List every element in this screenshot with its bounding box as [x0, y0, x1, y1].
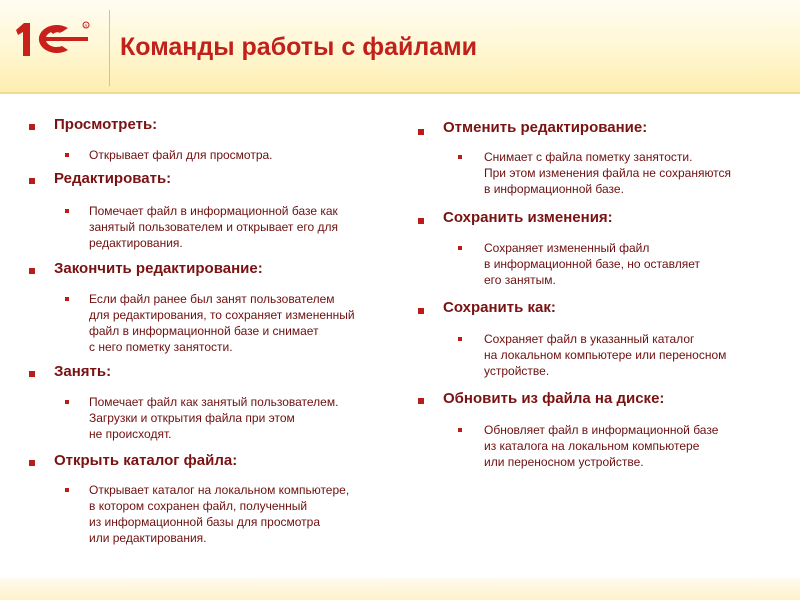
bullet-marker — [29, 124, 35, 130]
sub-bullet-marker — [65, 209, 69, 213]
bullet-marker — [418, 129, 424, 135]
page-title: Команды работы с файлами — [120, 33, 477, 61]
sub-bullet-marker — [458, 246, 462, 250]
command-heading: Редактировать: — [54, 170, 172, 187]
command-heading: Занять: — [54, 363, 112, 380]
bullet-marker — [29, 371, 35, 377]
command-description: Снимает с файла пометку занятости. При этом изменения файла не сохраняются в информационной базе. — [484, 150, 732, 196]
sub-bullet-marker — [65, 153, 69, 157]
bullet-marker — [29, 268, 35, 274]
bullet-marker — [29, 460, 35, 466]
bullet-marker — [418, 218, 424, 224]
sub-bullet-marker — [458, 155, 462, 159]
header-rule — [0, 92, 800, 94]
command-description: Помечает файл в информационной базе как занятый пользователем и открывает его для редактирования. — [89, 204, 339, 250]
slide-footer — [0, 578, 800, 600]
command-heading: Обновить из файла на диске: — [443, 390, 665, 407]
command-heading: Отменить редактирование: — [443, 119, 648, 136]
command-description: Помечает файл как занятый пользователем. Загрузки и открытия файла при этом не происходят. — [89, 395, 339, 441]
sub-bullet-marker — [65, 488, 69, 492]
logo-1c-icon — [14, 20, 90, 58]
command-description: Открывает каталог на локальном компьютере, в котором сохранен файл, полученный из информационной базы для просмотра или редактирования. — [89, 483, 350, 545]
sub-bullet-marker — [65, 400, 69, 404]
sub-bullet-marker — [458, 337, 462, 341]
command-heading: Сохранить изменения: — [443, 209, 613, 226]
command-description: Сохраняет измененный файл в информационной базе, но оставляет его занятым. — [484, 241, 700, 287]
command-description: Обновляет файл в информационной базе из каталога на локальном компьютере или переносном устройстве. — [484, 423, 719, 469]
command-heading: Закончить редактирование: — [54, 260, 263, 277]
command-heading: Сохранить как: — [443, 299, 556, 316]
bullet-marker — [418, 398, 424, 404]
command-heading: Открыть каталог файла: — [54, 452, 238, 469]
sub-bullet-marker — [458, 428, 462, 432]
bullet-marker — [29, 178, 35, 184]
command-description: Если файл ранее был занят пользователем для редактирования, то сохраняет измененный файл в информационной базе и снимает с него пометку занятости. — [89, 292, 355, 354]
logo-divider — [109, 10, 110, 86]
bullet-marker — [418, 308, 424, 314]
command-heading: Просмотреть: — [54, 116, 158, 133]
svg-text:R: R — [84, 23, 88, 28]
command-description: Открывает файл для просмотра. — [89, 148, 273, 162]
command-description: Сохраняет файл в указанный каталог на локальном компьютере или переносном устройстве. — [484, 332, 727, 378]
sub-bullet-marker — [65, 297, 69, 301]
